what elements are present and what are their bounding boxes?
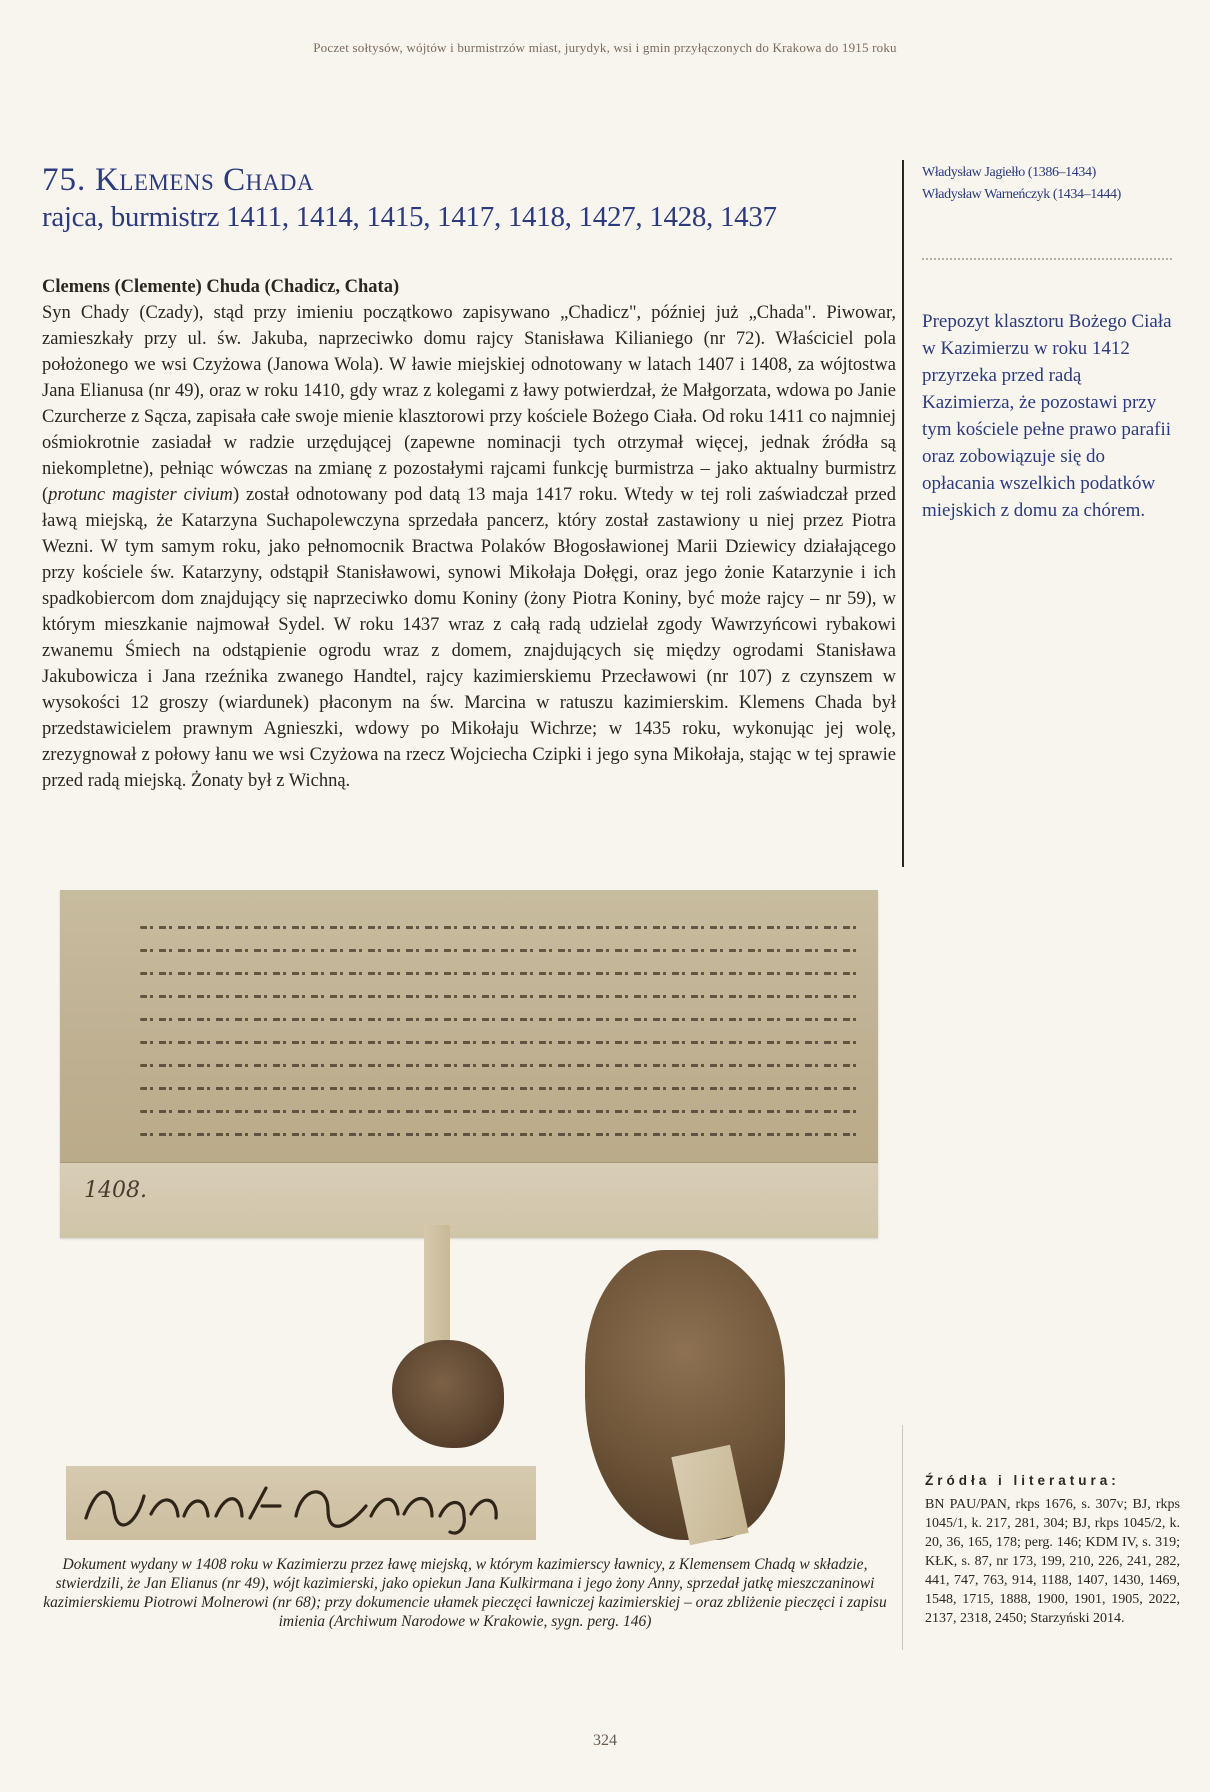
entry-title-block — [42, 160, 892, 234]
parchment-fold — [60, 1162, 878, 1238]
caption-text: Dokument wydany w 1408 roku w Kazimierzu przez ławę miejską, w którym kazimierscy ławnicy, z Klemensem Chadą w składzie, stwierdzili, że Jan Elianus (nr 49), wójt kazimierski, jako opiekun Jana Kulkirmana i jego żony Anny, sprzedał jatkę mieszczaninowi kazimierskiemu Piotrowi Molnerowi (nr 68); przy dokumencie ułamek pieczęci ławniczej kazimierskiej – oraz zbliżenie pieczęci i zapisu imienia ( — [43, 1556, 887, 1630]
reign-item: Władysław Jagiełło (1386–1434) — [922, 165, 1096, 180]
sources-title: Źródła i literatura: — [925, 1473, 1120, 1488]
sidenote: Prepozyt klasztoru Bożego Ciała w Kazimierzu w roku 1412 przyrzeka przed radą Kazimierza, że pozostawi przy tym kościele pełne prawo parafii oraz zobowiązuje się do opłacania wszelkich podatków miejskich z domu za chórem. — [922, 311, 1172, 521]
reigns-list — [922, 162, 1192, 206]
name-closeup-image — [66, 1466, 536, 1540]
page-number: 324 — [593, 1732, 617, 1749]
biography-text — [42, 274, 896, 794]
entry-roles: rajca, burmistrz 1411, 1414, 1415, 1417, 1418, 1427, 1428, 1437 — [42, 201, 777, 233]
entry-title — [42, 160, 892, 200]
running-header: Poczet sołtysów, wójtów i burmistrzów miast, jurydyk, wsi i gmin przyłączonych do Krakowa do 1915 roku — [313, 40, 897, 55]
latin-phrase: protunc magister civium — [48, 485, 233, 505]
entry-number: 75. — [42, 162, 87, 198]
sources-text: BN PAU/PAN, rkps 1676, s. 307v; BJ, rkps 1045/1, k. 217, 281, 304; BJ, rkps 1045/2, k. 20, 36, 165, 178; perg. 146; KDM IV, s. 319; KŁK, s. 87, nr 173, 199, 210, 226, 241, 282, 441, 747, 763, 914, 1188, 1407, 1430, 1469, 1548, 1715, 1888, 1900, 1901, 1905, 2022, 2137, 2318, 2450; Starzyński 2014. — [925, 1497, 1180, 1626]
reign-item: Władysław Warneńczyk (1434–1444) — [922, 187, 1121, 202]
biography-part-2: ) został odnotowany pod datą 13 maja 1417 roku. Wtedy w tej roli zaświadczał przed ławą miejską, że Katarzyna Suchapolewczyna sprzedała pancerz, który został zastawiony u niej przez Piotra Wezni. W tym samym roku, jako pełnomocnik Bractwa Polaków Błogosławionej Marii Dziewicy działającego przy kościele św. Katarzyny, odstąpił Stanisławowi, synowi Mikołaja Dołęgi, oraz jego żonie Katarzynie i ich spadkobiercom dom znajdujący się naprzeciwko domu Koniny (żony Piotra Koniny, być może rajcy – nr 59), w którym mieszkanie najmował Sydel. W roku 1437 wraz z całą radą udzielał zgody Wawrzyńcowi rybakowi zwanemu Śmiech na odstąpienie ogrodu wraz z domem, znajdujących się między ogrodami Stanisława Jakubowicza i Jana rzeźnika zwanego Handtel, rajcy kazimierskiemu Przecławowi (nr 107) z czynszem w wysokości 12 groszy (wiardunek) płaconym na św. Marcina w ratuszu kazimierskim. Klemens Chada był przedstawicielem prawnym Agnieszki, wdowy po Mikołaju Wichrze; w 1435 roku, wykonując jej wolę, zrezygnował z połowy łanu we wsi Czyżowa na rzecz Wojciecha Czipki i jego syna Mikołaja, stając w tej sprawie przed radą miejską. Żonaty był z Wichną. — [42, 485, 896, 791]
handwritten-name-drawing — [66, 1466, 536, 1540]
handwritten-script — [140, 926, 860, 1156]
caption-archive: Archiwum Narodowe w Krakowie, sygn. perg. 146 — [334, 1613, 647, 1630]
parchment-document-image — [60, 890, 878, 1238]
figure-caption — [40, 1555, 890, 1631]
dotted-separator — [922, 258, 1172, 260]
column-divider-lower — [902, 1425, 903, 1650]
caption-close: ) — [646, 1613, 652, 1630]
entry-name: Klemens Chada — [95, 162, 315, 198]
biography-heading: Clemens (Clemente) Chuda (Chadicz, Chata) — [42, 277, 400, 297]
seal-fragment-image — [392, 1340, 504, 1448]
column-divider — [902, 160, 904, 867]
biography-part-1: Syn Chady (Czady), stąd przy imieniu początkowo zapisywano „Chadicz", później już „Chada". Piwowar, zamieszkały przy ul. św. Jakuba, naprzeciwko domu rajcy Stanisława Kilianiego (nr 72). Właściciel pola położonego we wsi Czyżowa (Janowa Wola). W ławie miejskiej odnotowany w latach 1407 i 1408, za wójtostwa Jana Elianusa (nr 49), oraz w roku 1410, gdy wraz z kolegami z ławy potwierdzał, że Małgorzata, wdowa po Janie Czurcherze z Sącza, zapisała całe swoje mienie klasztorowi przy kościele Bożego Ciała. Od roku 1411 co najmniej ośmiokrotnie zasiadał w radzie urzędującej (zapewne nominacji tych otrzymał więcej, jednak źródła są niekompletne), pełniąc wówczas na zmianę z pozostałymi rajcami funkcję burmistrza – jako aktualny burmistrz ( — [42, 303, 896, 505]
document-year-note: 1408. — [84, 1178, 147, 1203]
